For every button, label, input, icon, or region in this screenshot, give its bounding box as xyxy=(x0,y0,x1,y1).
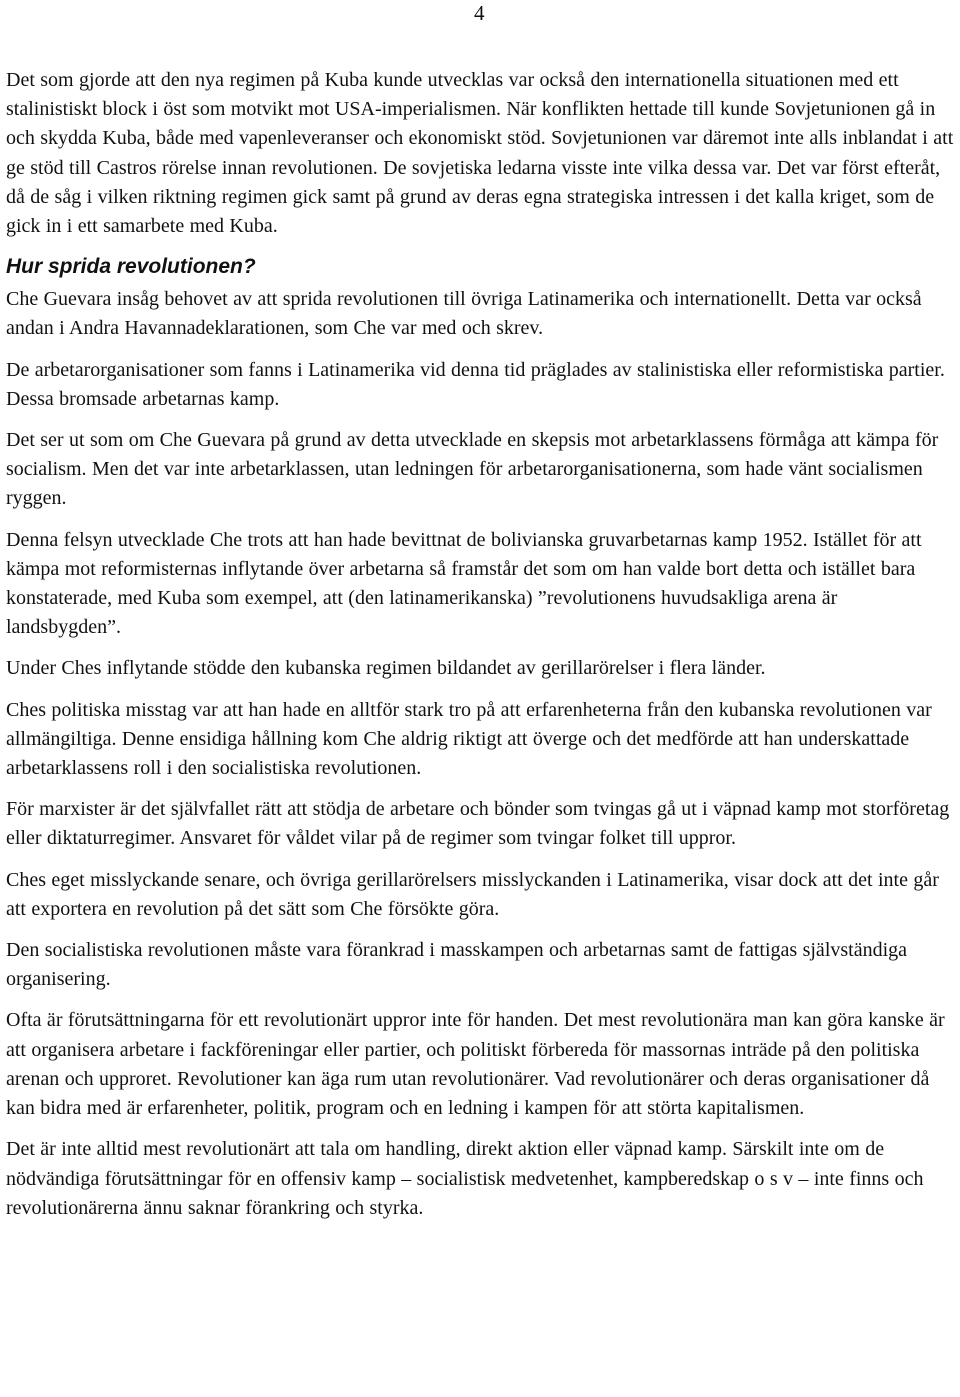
paragraph-guerrilla-support: Under Ches inflytande stödde den kubanska regimen bildandet av gerillarörelser i flera länder. xyxy=(6,657,766,680)
paragraph-preconditions: Ofta är förutsättningarna för ett revolutionärt uppror inte för handen. Det mest revolutionära man kan göra kanske är att organisera arbetare i fackföreningar eller partier, och politiskt förbereda för massornas inträde på den politiska arenan och upproret. Revolutioner kan äga rum utan revolutionärer. Vad revolutionärer och deras organisationer då kan bidra med är erfarenheter, politik, program och en ledning i kampen för att störta kapitalismen. xyxy=(6,1009,945,1120)
section-heading: Hur sprida revolutionen? xyxy=(6,255,256,279)
paragraph-political-mistake: Ches politiska misstag var att han hade en alltför stark tro på att erfarenheterna från den kubanska revolutionen var allmängiltiga. Denne ensidiga hållning kom Che aldrig riktigt att överge och det medförde att han underskattade arbetarklassens roll i den socialistiska revolutionen. xyxy=(6,698,932,780)
paragraph-mass-struggle: Den socialistiska revolutionen måste vara förankrad i masskampen och arbetarnas samt de fattigas självständiga organisering. xyxy=(6,939,908,991)
paragraph-worker-organizations: De arbetarorganisationer som fanns i Latinamerika vid denna tid präglades av stalinistiska eller reformistiska partier. Dessa bromsade arbetarnas kamp. xyxy=(6,358,945,410)
paragraph-che-spread: Che Guevara insåg behovet av att sprida revolutionen till övriga Latinamerika och internationellt. Detta var också andan i Andra Havannadeklarationen, som Che var med och skrev. xyxy=(6,288,922,340)
paragraph-export-revolution: Ches eget misslyckande senare, och övriga gerillarörelsers misslyckanden i Latinamerika, visar dock att det inte går att exportera en revolution på det sätt som Che försökte göra. xyxy=(6,868,939,920)
paragraph-misconception: Denna felsyn utvecklade Che trots att han hade bevittnat de bolivianska gruvarbetarnas kamp 1952. Istället för att kämpa mot reformisternas inflytande över arbetarna så framstår det som om han valde bort detta och istället bara konstaterade, med Kuba som exempel, att (den latinamerikanska) ”revolutionens huvudsakliga arena är landsbygden”. xyxy=(6,528,922,639)
paragraph-direct-action: Det är inte alltid mest revolutionärt att tala om handling, direkt aktion eller väpnad kamp. Särskilt inte om de nödvändiga förutsättningar för en offensiv kamp – socialistisk medvetenhet, kampberedskap o s v – inte finns och revolutionärerna ännu saknar förankring och styrka. xyxy=(6,1138,924,1219)
paragraph-soviet-support: Det som gjorde att den nya regimen på Kuba kunde utvecklas var också den internationella situationen med ett stalinistiskt block i öst som motvikt mot USA-imperialismen. När konflikten hettade till kunde Sovjetunionen gå in och skydda Kuba, både med vapenleveranser och ekonomiskt stöd. Sovjetunionen var däremot inte alls inblandat i att ge stöd till Castros rörelse innan revolutionen. De sovjetiska ledarna visste inte vilka dessa var. Det var först efteråt, då de såg i vilken riktning regimen gick samt på grund av deras egna strategiska intressen i det kalla kriget, som de gick in i ett samarbete med Kuba. xyxy=(6,69,954,238)
paragraph-skepticism: Det ser ut som om Che Guevara på grund av detta utvecklade en skepsis mot arbetarklassens förmåga att kämpa för socialism. Men det var inte arbetarklassen, utan ledningen för arbetarorganisationerna, som hade vänt socialismen ryggen. xyxy=(6,429,939,510)
paragraph-marxist-position: För marxister är det självfallet rätt att stödja de arbetare och bönder som tvingas gå ut i väpnad kamp mot storföretag eller diktaturregimer. Ansvaret för våldet vilar på de regimer som tvingar folket till uppror. xyxy=(6,798,950,850)
page-number: 4 xyxy=(474,1,485,25)
document-body xyxy=(6,66,954,1235)
